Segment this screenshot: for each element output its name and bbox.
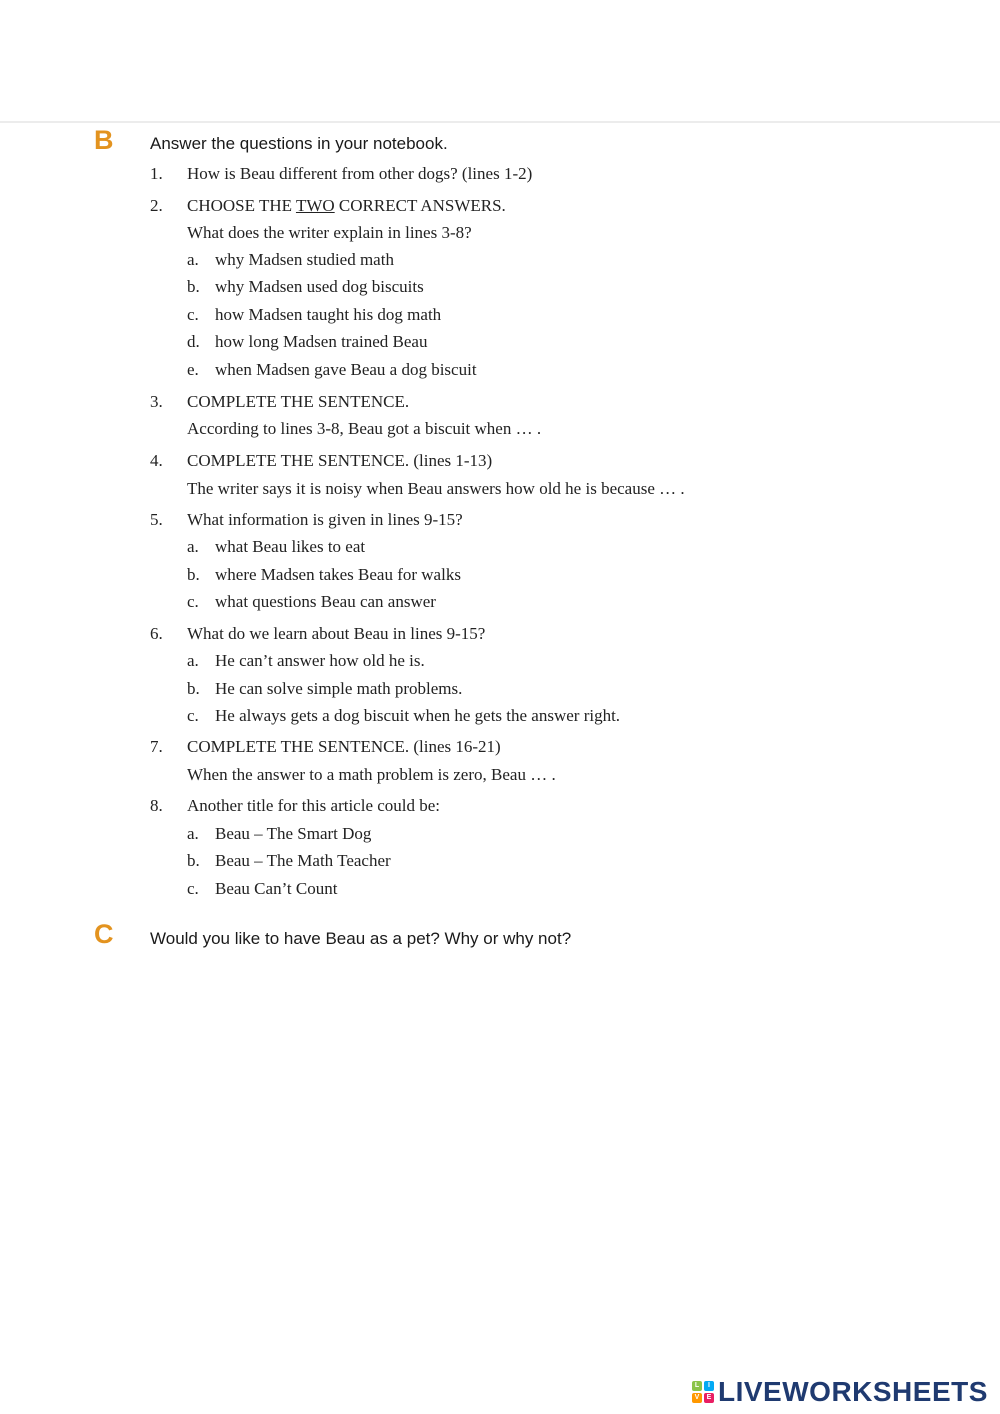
question-2-post: CORRECT ANSWERS. (334, 196, 506, 215)
question-4-text: COMPLETE THE SENTENCE. (lines 1-13) (187, 451, 493, 470)
question-2-number: 2. (150, 196, 163, 215)
q2-option-e-letter: e. (187, 360, 199, 379)
question-7-subtext: When the answer to a math problem is zero, Beau … . (187, 765, 556, 784)
question-4-number: 4. (150, 451, 163, 470)
q2-option-a-letter: a. (187, 250, 199, 269)
q8-option-a-text: Beau – The Smart Dog (215, 824, 372, 843)
q2-option-c-text: how Madsen taught his dog math (215, 305, 442, 324)
q8-option-a-letter: a. (187, 824, 199, 843)
section-c-title: Would you like to have Beau as a pet? Why or why not? (150, 929, 572, 948)
q6-option-a-text: He can’t answer how old he is. (215, 651, 425, 670)
question-4-subtext: The writer says it is noisy when Beau answers how old he is because … . (187, 479, 685, 498)
question-2-underlined: TWO (295, 196, 335, 215)
question-6-number: 6. (150, 624, 163, 643)
q6-option-b-text: He can solve simple math problems. (215, 679, 463, 698)
q6-option-c-text: He always gets a dog biscuit when he gets the answer right. (215, 706, 621, 725)
q5-option-b-text: where Madsen takes Beau for walks (215, 565, 461, 584)
liveworksheets-icon (692, 1381, 714, 1403)
q8-option-c-text: Beau Can’t Count (215, 879, 338, 898)
section-c-letter: C (94, 919, 114, 949)
question-7-number: 7. (150, 737, 163, 756)
q8-option-c-letter: c. (187, 879, 199, 898)
q5-option-c-letter: c. (187, 592, 199, 611)
q8-option-b-text: Beau – The Math Teacher (215, 851, 391, 870)
question-6-text: What do we learn about Beau in lines 9-15? (187, 624, 486, 643)
question-2-pre: CHOOSE THE (187, 196, 296, 215)
question-3-subtext: According to lines 3-8, Beau got a biscuit when … . (187, 419, 542, 438)
question-7-text: COMPLETE THE SENTENCE. (lines 16-21) (187, 737, 501, 756)
section-b-letter: B (94, 125, 114, 155)
question-8-text: Another title for this article could be: (187, 796, 441, 815)
question-8-number: 8. (150, 796, 163, 815)
q2-option-d-text: how long Madsen trained Beau (215, 332, 428, 351)
q6-option-b-letter: b. (187, 679, 200, 698)
section-b-title: Answer the questions in your notebook. (150, 134, 448, 153)
question-1-text: How is Beau different from other dogs? (lines 1-2) (187, 164, 533, 183)
top-divider (0, 121, 1000, 123)
q2-option-b-text: why Madsen used dog biscuits (215, 277, 424, 296)
liveworksheets-logo (692, 1376, 988, 1408)
q2-option-a-text: why Madsen studied math (215, 250, 394, 269)
icon-letter-l: L (692, 1381, 702, 1391)
q5-option-a-text: what Beau likes to eat (215, 537, 366, 556)
question-2-text (187, 196, 506, 216)
question-3-number: 3. (150, 392, 163, 411)
q6-option-c-letter: c. (187, 706, 199, 725)
q2-option-e-text: when Madsen gave Beau a dog biscuit (215, 360, 477, 379)
q5-option-c-text: what questions Beau can answer (215, 592, 436, 611)
q2-option-d-letter: d. (187, 332, 200, 351)
question-1-number: 1. (150, 164, 163, 183)
q8-option-b-letter: b. (187, 851, 200, 870)
icon-letter-i: I (704, 1381, 714, 1391)
icon-letter-e: E (704, 1393, 714, 1403)
q5-option-b-letter: b. (187, 565, 200, 584)
q2-option-c-letter: c. (187, 305, 199, 324)
question-2-subtext: What does the writer explain in lines 3-8? (187, 223, 472, 242)
brand-name: LIVEWORKSHEETS (718, 1376, 988, 1407)
q5-option-a-letter: a. (187, 537, 199, 556)
question-5-number: 5. (150, 510, 163, 529)
q2-option-b-letter: b. (187, 277, 200, 296)
question-3-text: COMPLETE THE SENTENCE. (187, 392, 410, 411)
q6-option-a-letter: a. (187, 651, 199, 670)
icon-letter-v: V (692, 1393, 702, 1403)
question-5-text: What information is given in lines 9-15? (187, 510, 463, 529)
